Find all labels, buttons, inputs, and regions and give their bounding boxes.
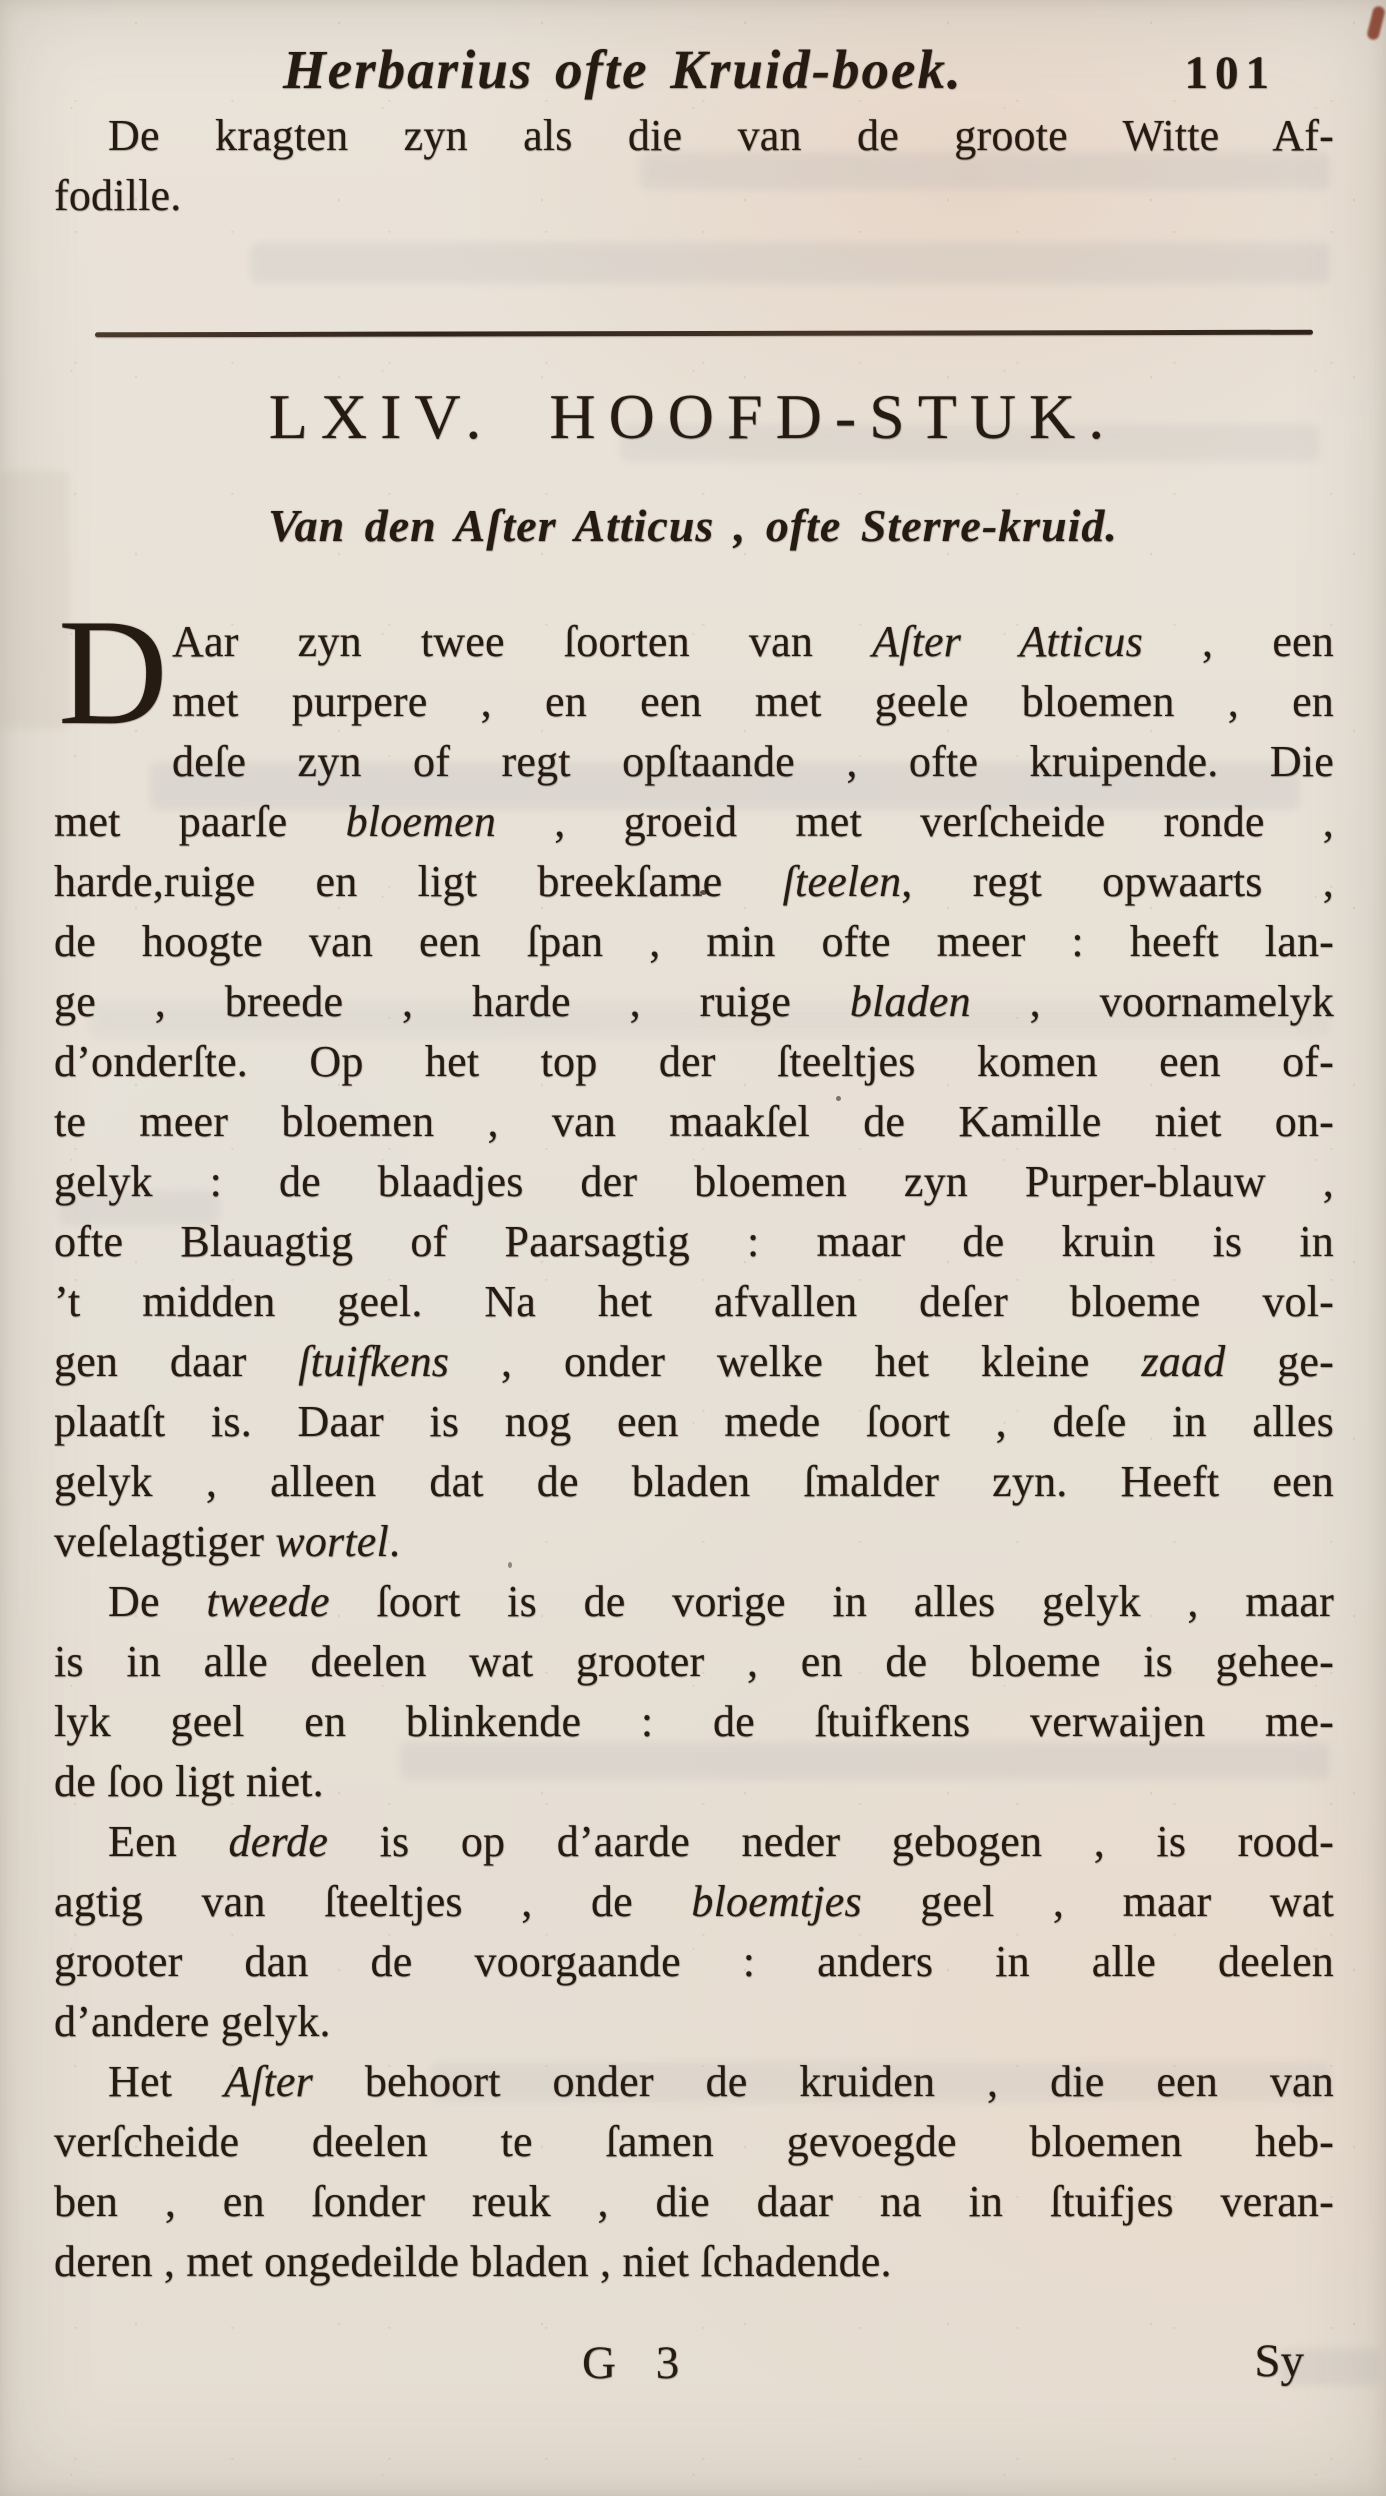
intro-paragraph xyxy=(54,106,1334,226)
text-line xyxy=(54,1032,1334,1092)
italic-phrase: bloemen xyxy=(345,797,497,846)
text-line xyxy=(54,106,1334,166)
text-line xyxy=(54,166,1334,226)
text-segment: agtig van ſteeltjes , de xyxy=(54,1877,692,1926)
chapter-heading: LXIV. HOOFD-STUK. xyxy=(268,381,1118,452)
text-line xyxy=(54,1572,1334,1632)
catchword: Sy xyxy=(1254,2335,1304,2387)
italic-phrase: ſteelen xyxy=(782,857,902,906)
text-segment: harde,ruige en ligt breekſame xyxy=(54,857,783,906)
text-line xyxy=(54,1212,1334,1272)
divider-rule xyxy=(95,330,1313,338)
text-line xyxy=(54,2172,1334,2232)
text-segment: De kragten zyn als die van de groote Witte Af- xyxy=(108,111,1334,160)
body-text xyxy=(54,588,1334,2292)
text-line xyxy=(54,792,1334,852)
text-segment: grooter dan de voorgaande : anders in alle deelen xyxy=(54,1937,1334,1986)
text-line xyxy=(54,1092,1334,1152)
text-segment: ben , en ſonder reuk , die daar na in ſtuifjes veran- xyxy=(54,2177,1334,2226)
text-segment: plaatſt is. Daar is nog een mede ſoort , deſe in alles xyxy=(54,1397,1334,1446)
text-line xyxy=(54,1392,1334,1452)
text-line xyxy=(54,1152,1334,1212)
text-segment: Aar zyn twee ſoorten van xyxy=(172,617,873,666)
text-segment: is in alle deelen wat grooter , en de bloeme is gehee- xyxy=(54,1637,1334,1686)
text-segment: , voornamelyk xyxy=(970,977,1334,1026)
text-segment: geel , maar wat xyxy=(861,1877,1334,1926)
text-line xyxy=(54,1872,1334,1932)
text-segment: verſcheide deelen te ſamen gevoegde bloemen heb- xyxy=(54,2117,1334,2166)
text-segment: , een xyxy=(1142,617,1334,666)
text-segment: De xyxy=(108,1577,207,1626)
italic-phrase: tweede xyxy=(206,1577,330,1626)
text-segment: veſelagtiger xyxy=(54,1517,276,1566)
italic-phrase: Aſter xyxy=(224,2057,313,2106)
italic-phrase: bloemtjes xyxy=(691,1877,862,1926)
text-line xyxy=(54,672,1334,732)
text-segment: behoort onder de kruiden , die een van xyxy=(312,2057,1334,2106)
text-line xyxy=(54,1272,1334,1332)
text-segment: is op d’aarde neder gebogen , is rood- xyxy=(328,1817,1334,1866)
text-segment: ſoort is de vorige in alles gelyk , maar xyxy=(329,1577,1334,1626)
text-segment: lyk geel en blinkende : de ſtuifkens verwaijen me- xyxy=(54,1697,1334,1746)
text-segment: ge , breede , harde , ruige xyxy=(54,977,850,1026)
text-line xyxy=(54,912,1334,972)
text-segment: te meer bloemen , van maakſel de Kamille niet on- xyxy=(54,1097,1334,1146)
text-line xyxy=(54,2112,1334,2172)
text-segment: deren , met ongedeilde bladen , niet ſchadende. xyxy=(54,2237,892,2286)
text-segment: d’andere gelyk. xyxy=(54,1997,331,2046)
text-segment: d’onderſte. Op het top der ſteeltjes komen een of- xyxy=(54,1037,1334,1086)
text-segment: ’t midden geel. Na het afvallen deſer bloeme vol- xyxy=(54,1277,1334,1326)
italic-phrase: zaad xyxy=(1141,1337,1226,1386)
paragraph xyxy=(54,1812,1334,2052)
text-segment: de ſoo ligt niet. xyxy=(54,1757,324,1806)
paragraph xyxy=(54,1572,1334,1812)
running-title: Herbarius ofte Kruid-boek. xyxy=(283,39,963,100)
text-line xyxy=(54,972,1334,1032)
text-segment: . xyxy=(388,1517,401,1566)
text-segment: de hoogte van een ſpan , min ofte meer : heeft lan- xyxy=(54,917,1334,966)
paragraph xyxy=(54,588,1334,1572)
text-segment: ofte Blauagtig of Paarsagtig : maar de kruin is in xyxy=(54,1217,1334,1266)
text-line xyxy=(54,732,1334,792)
text-line xyxy=(54,1812,1334,1872)
text-line xyxy=(54,1452,1334,1512)
text-line xyxy=(54,1992,1334,2052)
text-line xyxy=(54,1932,1334,1992)
text-segment: Het xyxy=(108,2057,224,2106)
text-segment: deſe zyn of regt opſtaande , ofte kruipende. Die xyxy=(172,737,1334,786)
italic-phrase: ſtuifkens xyxy=(298,1337,450,1386)
text-line xyxy=(54,1332,1334,1392)
text-segment: fodille. xyxy=(54,171,182,220)
text-segment: met purpere , en een met geele bloemen , en xyxy=(172,677,1334,726)
corner-ink-mark xyxy=(1366,5,1386,41)
bleed-through-mark xyxy=(250,242,1330,284)
text-segment: , regt opwaarts , xyxy=(901,857,1334,906)
italic-phrase: Aſter Atticus xyxy=(872,617,1143,666)
text-line xyxy=(54,1752,1334,1812)
text-segment: gelyk , alleen dat de bladen ſmalder zyn. Heeft een xyxy=(54,1457,1334,1506)
paragraph xyxy=(54,2052,1334,2292)
drop-cap: D xyxy=(58,588,168,756)
text-line xyxy=(54,2232,1334,2292)
text-line xyxy=(54,852,1334,912)
italic-phrase: derde xyxy=(228,1817,329,1866)
text-segment: , onder welke het kleine xyxy=(449,1337,1142,1386)
page-number: 101 xyxy=(1184,47,1276,99)
text-segment: met paarſe xyxy=(54,797,346,846)
text-line xyxy=(54,1692,1334,1752)
signature-mark: G 3 xyxy=(582,2337,694,2389)
chapter-subtitle: Van den Aſter Atticus , ofte Sterre-kruid. xyxy=(268,500,1118,551)
text-line xyxy=(54,1632,1334,1692)
italic-phrase: bladen xyxy=(849,977,971,1026)
text-line xyxy=(54,2052,1334,2112)
text-segment: , groeid met verſcheide ronde , xyxy=(496,797,1334,846)
text-segment: ge- xyxy=(1225,1337,1334,1386)
italic-phrase: wortel xyxy=(275,1517,389,1566)
text-line xyxy=(54,612,1334,672)
text-segment: Een xyxy=(108,1817,229,1866)
text-line xyxy=(54,1512,1334,1572)
text-segment: gen daar xyxy=(54,1337,299,1386)
text-segment: gelyk : de blaadjes der bloemen zyn Purper-blauw , xyxy=(54,1157,1334,1206)
